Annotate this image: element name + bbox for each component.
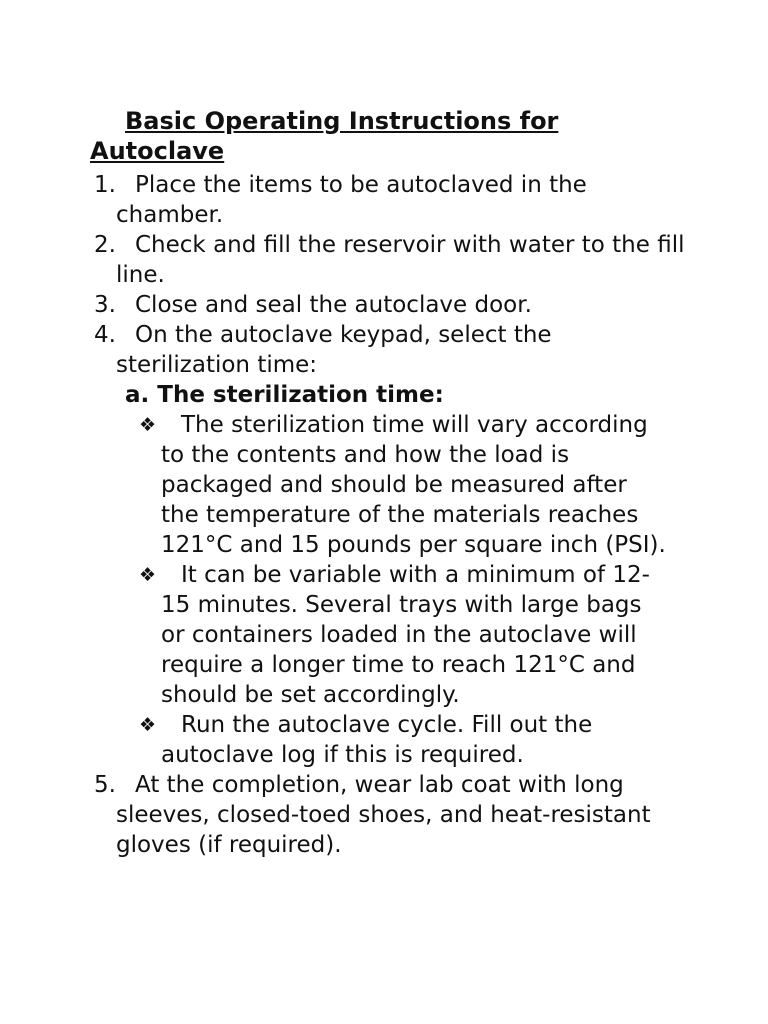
instruction-list (90, 170, 690, 860)
step-text: Check and fill the reservoir with water to the fill line. (116, 232, 685, 288)
step-4 (90, 320, 690, 380)
diamond-bullet-icon: ❖ (139, 714, 157, 736)
step-1 (90, 170, 690, 230)
step-number: 5. (94, 772, 116, 798)
bullet-list (90, 410, 690, 770)
step-2 (90, 230, 690, 290)
bullet-text: Run the autoclave cycle. Fill out the autoclave log if this is required. (161, 712, 593, 768)
step-number: 3. (94, 292, 116, 318)
step-text: Close and seal the autoclave door. (135, 292, 532, 318)
bullet-item-2 (90, 560, 690, 710)
bullet-item-1 (90, 410, 690, 560)
step-text: Place the items to be autoclaved in the chamber. (116, 172, 587, 228)
bullet-item-3 (90, 710, 690, 770)
document-title: Basic Operating Instructions for Autoclave (90, 107, 559, 165)
diamond-bullet-icon: ❖ (139, 414, 157, 436)
step-text: At the completion, wear lab coat with long sleeves, closed-toed shoes, and heat-resistant gloves (if required). (116, 772, 651, 858)
sub-section (90, 380, 690, 770)
step-5 (90, 770, 690, 860)
diamond-bullet-icon: ❖ (139, 564, 157, 586)
step-3 (90, 290, 690, 320)
step-number: 4. (94, 322, 116, 348)
bullet-text: The sterilization time will vary according to the contents and how the load is packaged and should be measured after the temperature of the materials reaches 121°C and 15 pounds per square inch (PSI). (161, 412, 666, 558)
step-number: 2. (94, 232, 116, 258)
step-text: On the autoclave keypad, select the sterilization time: (116, 322, 552, 378)
sub-heading: a. The sterilization time: (125, 382, 444, 408)
bullet-text: It can be variable with a minimum of 12-15 minutes. Several trays with large bags or containers loaded in the autoclave will require a longer time to reach 121°C and should be set accordingly. (161, 562, 650, 708)
step-number: 1. (94, 172, 116, 198)
